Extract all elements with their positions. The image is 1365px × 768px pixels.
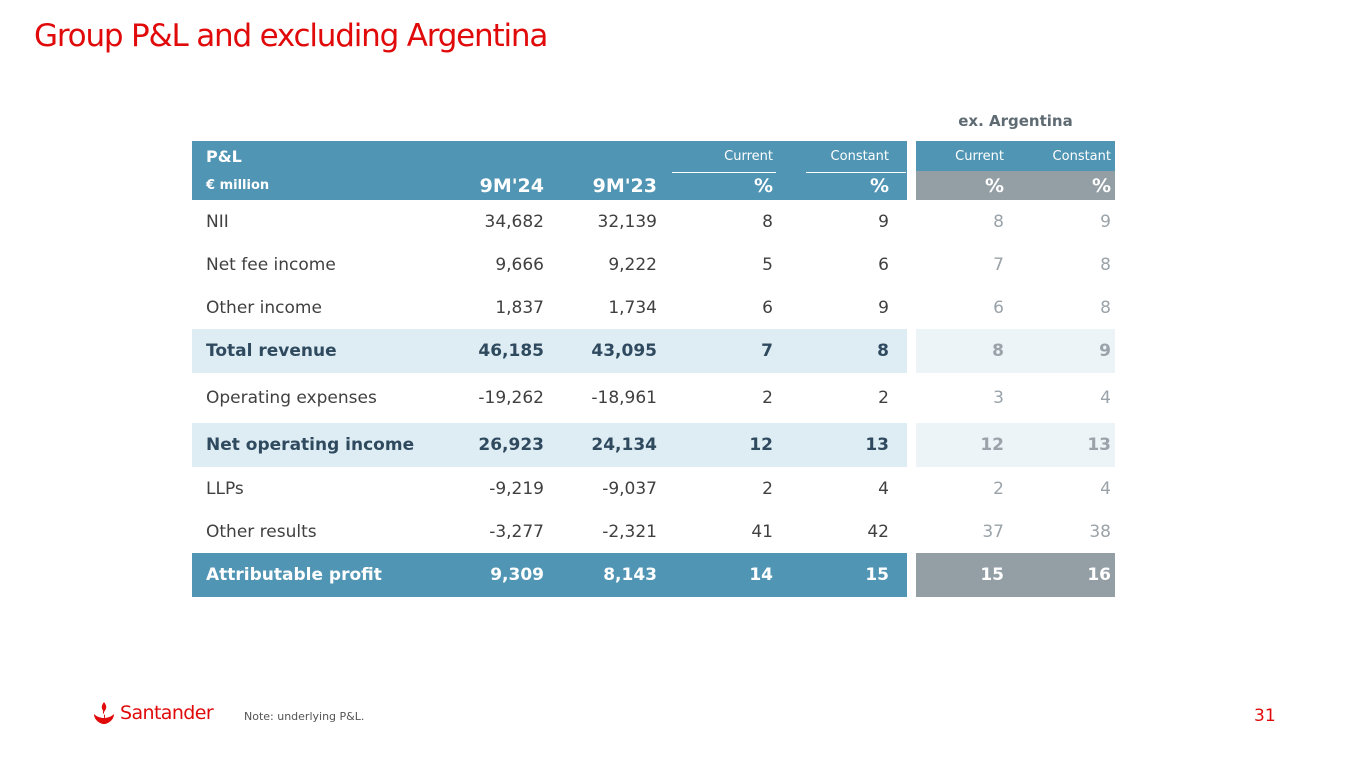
header-current-pct: % bbox=[753, 174, 773, 197]
row-ex-constant-pct: 13 bbox=[1087, 435, 1111, 455]
ex-argentina-label: ex. Argentina bbox=[958, 112, 1073, 130]
flame-icon bbox=[92, 702, 116, 724]
row-ex-current-pct: 8 bbox=[993, 211, 1004, 232]
row-current-pct: 6 bbox=[762, 297, 773, 318]
row-value-9m24: 1,837 bbox=[495, 297, 544, 318]
row-value-9m23: 32,139 bbox=[597, 211, 657, 232]
row-value-9m23: 1,734 bbox=[608, 297, 657, 318]
page-number: 31 bbox=[1254, 706, 1276, 726]
page-title: Group P&L and excluding Argentina bbox=[34, 18, 548, 54]
header-constant: Constant bbox=[830, 148, 889, 164]
header-constant-pct: % bbox=[869, 174, 889, 197]
santander-logo bbox=[92, 702, 213, 724]
row-value-9m23: -2,321 bbox=[602, 521, 657, 542]
row-value-9m24: 46,185 bbox=[478, 341, 544, 361]
header-pl: P&L bbox=[206, 146, 242, 166]
header-ex-constant-pct: % bbox=[1091, 174, 1111, 197]
row-ex-constant-pct: 9 bbox=[1100, 211, 1111, 232]
row-current-pct: 41 bbox=[751, 521, 773, 542]
row-ex-constant-pct: 8 bbox=[1100, 254, 1111, 275]
row-label: LLPs bbox=[206, 478, 244, 499]
row-value-9m24: 9,309 bbox=[490, 565, 544, 585]
row-value-9m23: -9,037 bbox=[602, 478, 657, 499]
row-ex-constant-pct: 38 bbox=[1089, 521, 1111, 542]
footnote: Note: underlying P&L. bbox=[244, 710, 365, 723]
row-value-9m23: 24,134 bbox=[591, 435, 657, 455]
header-current: Current bbox=[724, 148, 773, 164]
row-ex-current-pct: 37 bbox=[982, 521, 1004, 542]
row-label: Net fee income bbox=[206, 254, 336, 275]
row-constant-pct: 42 bbox=[867, 521, 889, 542]
logo-text: Santander bbox=[120, 702, 214, 724]
row-label: Total revenue bbox=[206, 341, 337, 361]
row-value-9m23: 9,222 bbox=[608, 254, 657, 275]
row-label: Other income bbox=[206, 297, 322, 318]
row-constant-pct: 6 bbox=[878, 254, 889, 275]
row-label: Operating expenses bbox=[206, 388, 377, 408]
row-constant-pct: 4 bbox=[878, 478, 889, 499]
row-ex-constant-pct: 16 bbox=[1087, 565, 1111, 585]
row-constant-pct: 13 bbox=[865, 435, 889, 455]
row-ex-constant-pct: 4 bbox=[1100, 388, 1111, 408]
row-value-9m24: -3,277 bbox=[489, 521, 544, 542]
row-value-9m24: 9,666 bbox=[495, 254, 544, 275]
header-ex-current: Current bbox=[955, 148, 1004, 164]
header-unit: € million bbox=[206, 178, 270, 193]
row-ex-current-pct: 12 bbox=[980, 435, 1004, 455]
header-ex-constant: Constant bbox=[1052, 148, 1111, 164]
row-value-9m24: 34,682 bbox=[484, 211, 544, 232]
row-ex-current-pct: 7 bbox=[993, 254, 1004, 275]
row-current-pct: 14 bbox=[749, 565, 773, 585]
row-current-pct: 2 bbox=[762, 388, 773, 408]
header-ex-current-pct: % bbox=[984, 174, 1004, 197]
row-value-9m23: 8,143 bbox=[603, 565, 657, 585]
row-constant-pct: 9 bbox=[878, 297, 889, 318]
header-9m23: 9M'23 bbox=[592, 174, 657, 197]
row-current-pct: 5 bbox=[762, 254, 773, 275]
row-value-9m24: 26,923 bbox=[478, 435, 544, 455]
row-constant-pct: 15 bbox=[865, 565, 889, 585]
row-current-pct: 8 bbox=[762, 211, 773, 232]
row-label: NII bbox=[206, 211, 229, 232]
row-value-9m24: -19,262 bbox=[478, 388, 544, 408]
row-constant-pct: 8 bbox=[877, 341, 889, 361]
row-value-9m24: -9,219 bbox=[489, 478, 544, 499]
row-label: Attributable profit bbox=[206, 565, 382, 585]
row-ex-current-pct: 15 bbox=[980, 565, 1004, 585]
row-ex-current-pct: 6 bbox=[993, 297, 1004, 318]
row-value-9m23: -18,961 bbox=[591, 388, 657, 408]
row-ex-current-pct: 3 bbox=[993, 388, 1004, 408]
row-ex-constant-pct: 4 bbox=[1100, 478, 1111, 499]
row-label: Net operating income bbox=[206, 435, 415, 455]
row-current-pct: 7 bbox=[761, 341, 773, 361]
row-ex-current-pct: 2 bbox=[993, 478, 1004, 499]
row-ex-constant-pct: 9 bbox=[1099, 341, 1111, 361]
header-9m24: 9M'24 bbox=[479, 174, 544, 197]
row-ex-constant-pct: 8 bbox=[1100, 297, 1111, 318]
row-constant-pct: 2 bbox=[878, 388, 889, 408]
row-value-9m23: 43,095 bbox=[591, 341, 657, 361]
row-label: Other results bbox=[206, 521, 317, 542]
row-ex-current-pct: 8 bbox=[992, 341, 1004, 361]
row-current-pct: 12 bbox=[749, 435, 773, 455]
row-constant-pct: 9 bbox=[878, 211, 889, 232]
row-current-pct: 2 bbox=[762, 478, 773, 499]
